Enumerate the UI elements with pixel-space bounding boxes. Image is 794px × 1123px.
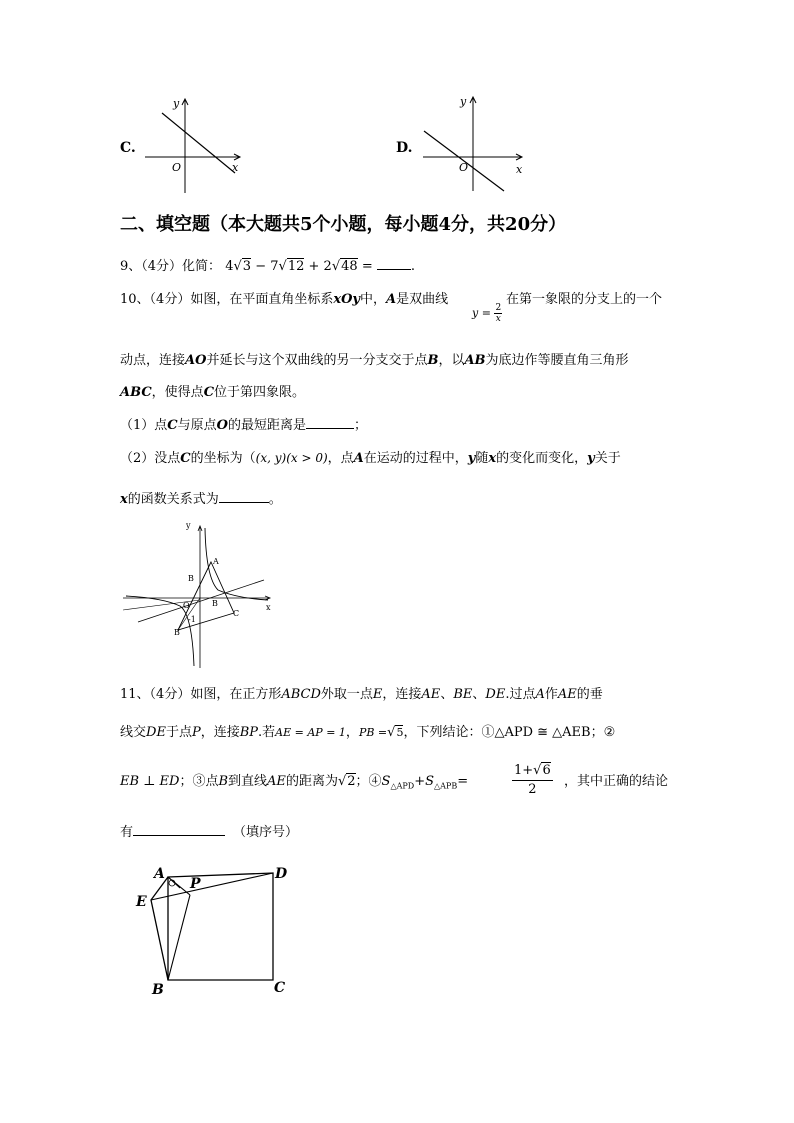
answer-blank <box>377 257 411 270</box>
question-11-line-3-end: ，其中正确的结论 <box>564 774 669 789</box>
question-10-part-1: （1）点C与原点O的最短距离是 ； <box>120 418 368 433</box>
answer-blank <box>219 490 269 503</box>
x-axis-label: x <box>516 163 523 176</box>
figure-10 <box>118 518 278 673</box>
option-d-graph <box>418 93 528 193</box>
svg-text:B: B <box>152 982 164 998</box>
section-title: 二、填空题（本大题共5个小题，每小题4分，共20分） <box>120 214 567 235</box>
svg-text:A: A <box>154 866 165 882</box>
square-abcd <box>168 873 273 980</box>
svg-text:P: P <box>190 876 201 892</box>
option-d-label: D. <box>396 140 413 156</box>
origin-label: O <box>172 161 182 174</box>
line-through-origin <box>138 580 264 622</box>
svg-text:C: C <box>274 980 286 996</box>
question-10-line-5: x的函数关系式为 。 <box>120 492 282 507</box>
x-axis-label: x <box>232 161 239 174</box>
question-11-line-3: EB ⊥ ED；③点B到直线AE的距离为√2；$④S_{\triangle APD}+S_{\triangle APB}=$ <box>120 774 469 791</box>
figure-11 <box>130 860 300 1000</box>
option-c-label: C. <box>120 140 136 156</box>
question-10-line-2: 动点，连接AO并延长与这个双曲线的另一分支交于点B，以AB为底边作等腰直角三角形 <box>120 353 629 368</box>
q9-term-2: 7√12 <box>270 259 305 274</box>
svg-text:C: C <box>233 609 240 618</box>
hyperbola-formula: y = $\frac{2}{x}$ <box>472 303 502 324</box>
svg-text:B: B <box>212 599 218 608</box>
q9-term-1: 4√3 <box>225 259 252 274</box>
question-10-line-1-end: 在第一象限的分支上的一个 <box>506 292 663 307</box>
question-11-line-2: 线交DE于点P，连接BP.若AE = AP = 1，PB =√5，下列结论：①△APD ≅ △AEB；② <box>120 725 616 740</box>
q9-term-3: 2√48 <box>323 259 358 274</box>
question-11-line-4: 有 （填序号） <box>120 825 299 840</box>
svg-text:B: B <box>188 574 194 583</box>
triangle-abc <box>178 562 234 630</box>
question-10-part-2: （2）没点C的坐标为（(x, y)(x > 0)，点A在运动的过程中，y随x的变化而变化，y关于 <box>120 451 621 466</box>
question-9: 9、（4分）化简： 4√3 − 7√12 + 2√48 = . <box>120 259 415 274</box>
question-11-line-1: 11、（4分）如图，在正方形ABCD外取一点E，连接AE、BE、DE.过点A作AE的垂 <box>120 687 603 702</box>
svg-text:E: E <box>136 894 147 910</box>
answer-blank <box>133 823 225 836</box>
area-fraction: 1+√6 2 <box>514 763 551 797</box>
origin-label: O <box>459 161 469 174</box>
y-axis-label: y <box>460 95 467 108</box>
svg-text:D: D <box>275 866 288 882</box>
svg-text:y: y <box>186 521 191 530</box>
answer-blank <box>306 416 354 429</box>
svg-text:-1: -1 <box>188 615 196 624</box>
svg-text:x: x <box>266 603 271 612</box>
y-axis-label: y <box>173 97 180 110</box>
q9-prefix: 9、（4分）化简： <box>120 259 222 274</box>
segments-ae-eb <box>151 877 168 980</box>
question-10-line-3: ABC，使得点C位于第四象限。 <box>120 385 306 400</box>
svg-text:A: A <box>213 557 219 566</box>
svg-text:B: B <box>174 628 180 637</box>
option-c-graph <box>140 95 250 195</box>
svg-text:O: O <box>183 601 190 610</box>
question-10-line-1: 10、（4分）如图，在平面直角坐标系xOy中，A是双曲线 <box>120 292 449 307</box>
segment-bp <box>168 895 190 980</box>
